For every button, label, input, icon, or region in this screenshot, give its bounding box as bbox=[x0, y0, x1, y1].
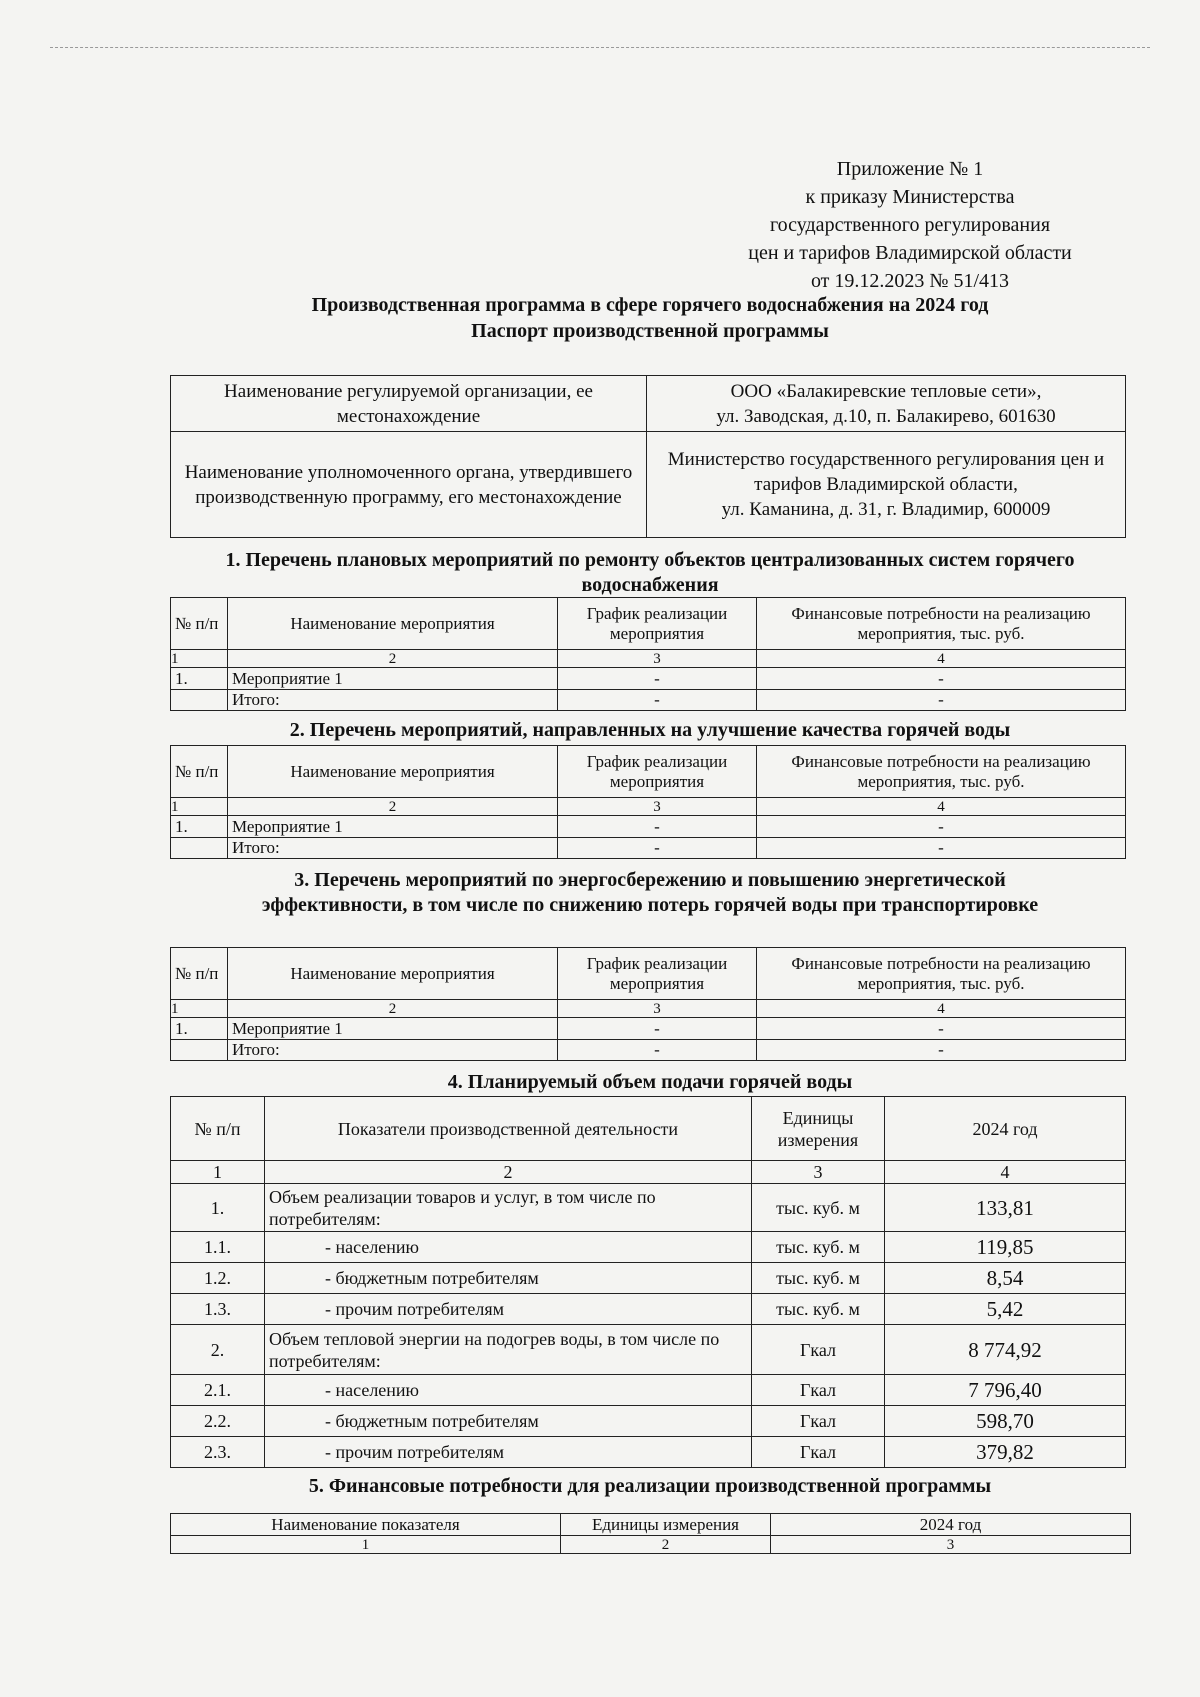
section-3-title: 3. Перечень мероприятий по энергосбережению и повышению энергетической эффективности, в том числе по снижению потерь горячей воды при транспортировке bbox=[261, 869, 1039, 916]
row-unit: тыс. куб. м bbox=[752, 1232, 885, 1263]
row-unit: тыс. куб. м bbox=[752, 1263, 885, 1294]
col-number: 2 bbox=[265, 1161, 752, 1184]
col-number: 3 bbox=[752, 1161, 885, 1184]
table-row-total bbox=[171, 690, 1126, 711]
row-unit: Гкал bbox=[752, 1375, 885, 1406]
row-indicator: - прочим потребителям bbox=[265, 1294, 752, 1325]
row-no: 1. bbox=[171, 1018, 228, 1040]
total-schedule: - bbox=[558, 1040, 757, 1061]
col-number: 4 bbox=[757, 1000, 1126, 1018]
section-4-title: 4. Планируемый объем подачи горячей воды bbox=[447, 1071, 853, 1093]
appendix-line: цен и тарифов Владимирской области bbox=[748, 242, 1072, 264]
document-title: Производственная программа в сфере горячего водоснабжения на 2024 год bbox=[311, 294, 989, 316]
passport-org-value bbox=[647, 376, 1126, 432]
table-row bbox=[171, 1437, 1126, 1468]
col-header-schedule: График реализации мероприятия bbox=[558, 746, 757, 798]
col-header-finance: Финансовые потребности на реализацию мероприятия, тыс. руб. bbox=[757, 948, 1126, 1000]
col-header-unit: Единицы измерения bbox=[561, 1514, 771, 1536]
col-number: 1 bbox=[171, 1536, 561, 1554]
appendix-line: государственного регулирования bbox=[769, 214, 1051, 236]
row-value: 7 796,40 bbox=[885, 1375, 1126, 1406]
col-number: 3 bbox=[558, 650, 757, 668]
col-number: 4 bbox=[885, 1161, 1126, 1184]
row-no: 1. bbox=[171, 816, 228, 838]
total-no bbox=[171, 690, 228, 711]
col-number: 1 bbox=[171, 798, 228, 816]
row-no: 2.1. bbox=[171, 1375, 265, 1406]
row-finance: - bbox=[757, 668, 1126, 690]
col-number: 3 bbox=[558, 798, 757, 816]
appendix-header bbox=[700, 155, 1120, 295]
passport-org-address: ул. Заводская, д.10, п. Балакирево, 601630 bbox=[716, 405, 1056, 427]
col-number: 2 bbox=[228, 798, 558, 816]
passport-org-label: Наименование регулируемой организации, ее местонахождение bbox=[171, 376, 647, 432]
total-finance: - bbox=[757, 838, 1126, 859]
appendix-line: Приложение № 1 bbox=[836, 158, 984, 180]
table-row bbox=[171, 1294, 1126, 1325]
scan-artifact-line bbox=[50, 47, 1150, 48]
row-unit: Гкал bbox=[752, 1325, 885, 1375]
appendix-line: от 19.12.2023 № 51/413 bbox=[810, 270, 1010, 292]
total-schedule: - bbox=[558, 838, 757, 859]
col-number: 2 bbox=[561, 1536, 771, 1554]
table-row bbox=[171, 1232, 1126, 1263]
row-indicator: - прочим потребителям bbox=[265, 1437, 752, 1468]
col-header-indicator: Показатели производственной деятельности bbox=[265, 1097, 752, 1161]
row-value: 379,82 bbox=[885, 1437, 1126, 1468]
table-row bbox=[171, 1406, 1126, 1437]
document-subtitle: Паспорт производственной программы bbox=[471, 320, 829, 342]
total-label: Итого: bbox=[228, 1040, 558, 1061]
row-no: 1. bbox=[171, 1184, 265, 1232]
row-value: 8,54 bbox=[885, 1263, 1126, 1294]
row-value: 133,81 bbox=[885, 1184, 1126, 1232]
col-header-schedule: График реализации мероприятия bbox=[558, 948, 757, 1000]
row-no: 1. bbox=[171, 668, 228, 690]
table-row bbox=[171, 1375, 1126, 1406]
row-no: 1.2. bbox=[171, 1263, 265, 1294]
row-unit: тыс. куб. м bbox=[752, 1294, 885, 1325]
section-1-title: 1. Перечень плановых мероприятий по ремонту объектов централизованных систем горячего водоснабжения bbox=[225, 549, 1075, 596]
col-header-finance: Финансовые потребности на реализацию мероприятия, тыс. руб. bbox=[757, 746, 1126, 798]
total-finance: - bbox=[757, 1040, 1126, 1061]
row-no: 1.1. bbox=[171, 1232, 265, 1263]
total-no bbox=[171, 838, 228, 859]
total-schedule: - bbox=[558, 690, 757, 711]
col-header-schedule: График реализации мероприятия bbox=[558, 598, 757, 650]
table-row bbox=[171, 1263, 1126, 1294]
total-no bbox=[171, 1040, 228, 1061]
col-header-unit: Единицы измерения bbox=[752, 1097, 885, 1161]
table-row-total bbox=[171, 1040, 1126, 1061]
col-number: 4 bbox=[757, 650, 1126, 668]
passport-authority-name: Министерство государственного регулирования цен и тарифов Владимирской области, bbox=[667, 449, 1105, 495]
col-header-indicator: Наименование показателя bbox=[171, 1514, 561, 1536]
volume-table bbox=[170, 1096, 1126, 1468]
table-row bbox=[171, 1325, 1126, 1375]
col-header-no: № п/п bbox=[171, 746, 228, 798]
row-indicator: Объем реализации товаров и услуг, в том числе по потребителям: bbox=[265, 1184, 752, 1232]
row-unit: тыс. куб. м bbox=[752, 1184, 885, 1232]
section-3-table bbox=[170, 947, 1126, 1061]
col-header-no: № п/п bbox=[171, 948, 228, 1000]
passport-org-name: ООО «Балакиревские тепловые сети», bbox=[730, 380, 1042, 402]
col-number: 4 bbox=[757, 798, 1126, 816]
passport-authority-address: ул. Каманина, д. 31, г. Владимир, 600009 bbox=[721, 499, 1051, 520]
section-1-table bbox=[170, 597, 1126, 711]
col-header-year: 2024 год bbox=[771, 1514, 1131, 1536]
row-schedule: - bbox=[558, 816, 757, 838]
row-no: 2.3. bbox=[171, 1437, 265, 1468]
col-header-no: № п/п bbox=[171, 1097, 265, 1161]
row-no: 2.2. bbox=[171, 1406, 265, 1437]
passport-table bbox=[170, 375, 1126, 538]
row-finance: - bbox=[757, 1018, 1126, 1040]
col-number: 2 bbox=[228, 1000, 558, 1018]
table-row bbox=[171, 668, 1126, 690]
table-row bbox=[171, 1184, 1126, 1232]
row-schedule: - bbox=[558, 668, 757, 690]
table-row bbox=[171, 1018, 1126, 1040]
section-2-table bbox=[170, 745, 1126, 859]
appendix-line: к приказу Министерства bbox=[805, 186, 1015, 208]
col-header-year: 2024 год bbox=[885, 1097, 1126, 1161]
col-header-finance: Финансовые потребности на реализацию мероприятия, тыс. руб. bbox=[757, 598, 1126, 650]
section-5-title: 5. Финансовые потребности для реализации производственной программы bbox=[308, 1475, 992, 1497]
total-label: Итого: bbox=[228, 838, 558, 859]
col-number: 3 bbox=[771, 1536, 1131, 1554]
total-label: Итого: bbox=[228, 690, 558, 711]
row-no: 2. bbox=[171, 1325, 265, 1375]
row-indicator: - населению bbox=[265, 1375, 752, 1406]
row-value: 8 774,92 bbox=[885, 1325, 1126, 1375]
row-indicator: - бюджетным потребителям bbox=[265, 1263, 752, 1294]
table-row-total bbox=[171, 838, 1126, 859]
row-name: Мероприятие 1 bbox=[228, 668, 558, 690]
col-number: 1 bbox=[171, 650, 228, 668]
col-number: 2 bbox=[228, 650, 558, 668]
row-finance: - bbox=[757, 816, 1126, 838]
row-unit: Гкал bbox=[752, 1437, 885, 1468]
col-header-no: № п/п bbox=[171, 598, 228, 650]
col-header-name: Наименование мероприятия bbox=[228, 598, 558, 650]
row-indicator: - населению bbox=[265, 1232, 752, 1263]
row-name: Мероприятие 1 bbox=[228, 1018, 558, 1040]
col-number: 1 bbox=[171, 1161, 265, 1184]
section-2-title: 2. Перечень мероприятий, направленных на улучшение качества горячей воды bbox=[289, 719, 1011, 741]
row-name: Мероприятие 1 bbox=[228, 816, 558, 838]
col-header-name: Наименование мероприятия bbox=[228, 948, 558, 1000]
col-number: 3 bbox=[558, 1000, 757, 1018]
passport-authority-value bbox=[647, 432, 1126, 538]
row-no: 1.3. bbox=[171, 1294, 265, 1325]
finance-table bbox=[170, 1513, 1131, 1554]
passport-authority-label: Наименование уполномоченного органа, утвердившего производственную программу, его местонахождение bbox=[171, 432, 647, 538]
col-number: 1 bbox=[171, 1000, 228, 1018]
total-finance: - bbox=[757, 690, 1126, 711]
row-value: 5,42 bbox=[885, 1294, 1126, 1325]
row-schedule: - bbox=[558, 1018, 757, 1040]
table-row bbox=[171, 816, 1126, 838]
row-value: 598,70 bbox=[885, 1406, 1126, 1437]
row-unit: Гкал bbox=[752, 1406, 885, 1437]
col-header-name: Наименование мероприятия bbox=[228, 746, 558, 798]
row-value: 119,85 bbox=[885, 1232, 1126, 1263]
row-indicator: - бюджетным потребителям bbox=[265, 1406, 752, 1437]
row-indicator: Объем тепловой энергии на подогрев воды, в том числе по потребителям: bbox=[265, 1325, 752, 1375]
